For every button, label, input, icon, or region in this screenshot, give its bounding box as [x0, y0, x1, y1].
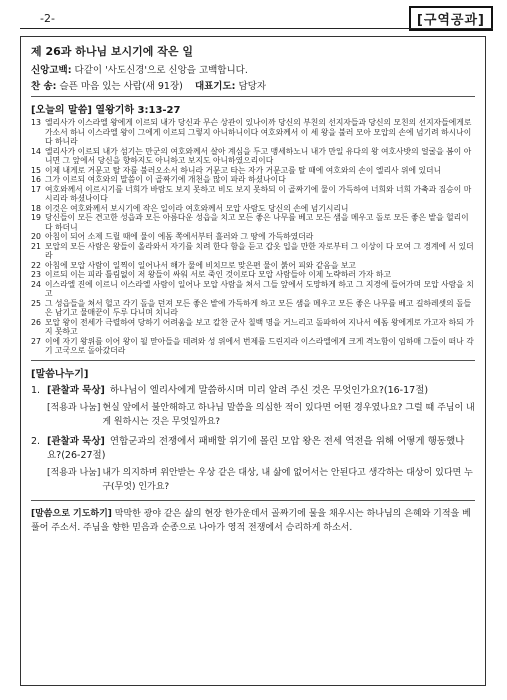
- verse-number: 17: [31, 184, 41, 194]
- verse-number: 21: [31, 241, 41, 251]
- verse-row: [31, 270, 475, 280]
- verse-text: 이르되 이는 피라 틀림없이 저 왕들이 싸워 서로 죽인 것이로다 모압 사람들아 이제 노략하러 가자 하고: [45, 270, 391, 279]
- verse-number: 26: [31, 317, 41, 327]
- closing-prayer-text: 막막한 광야 같은 삶의 현장 한가운데서 골짜기에 물을 채우시는 하나님의 은혜와 기적을 베풀어 주소서. 주님을 향한 믿음과 순종으로 나아가 영적 전쟁에서 승리하게 하소서.: [31, 508, 471, 533]
- application-text: 내가 의지하며 위안받는 우상 같은 대상, 내 삶에 없어서는 안된다고 생각하는 대상이 있다면 누구(무엇) 인가요?: [102, 467, 473, 492]
- question-text: 연합군과의 전쟁에서 패배할 위기에 몰린 모압 왕은 전세 역전을 위해 어떻게 행동했나요?(26-27절): [47, 435, 465, 461]
- verse-row: [31, 318, 475, 337]
- section-label: [구역공과]: [409, 6, 493, 31]
- verse-list: [31, 118, 475, 356]
- question: [31, 384, 475, 398]
- verse-number: 16: [31, 175, 41, 184]
- scripture-heading: [오늘의 말씀] 열왕기하 3:13-27: [31, 105, 181, 116]
- verse-row: [31, 175, 475, 185]
- question-tag: [관찰과 묵상]: [47, 384, 105, 396]
- question-number: 1.: [31, 384, 41, 396]
- hymn-line: [31, 78, 475, 92]
- creed-line: [31, 62, 475, 76]
- verse-number: 14: [31, 146, 41, 156]
- application-tag: [적용과 나눔]: [47, 467, 101, 478]
- closing-prayer: [31, 507, 475, 535]
- verse-text: 엘리사가 이스라엘 왕에게 이르되 내가 당신과 무슨 상관이 있나이까 당신의 부친의 선지자들과 당신의 모친의 선지자들에게로 가소서 하니 이스라엘 왕이 그에게 이르되 그렇지 아니하니이다 여호와께서 이 세 왕을 불러 모아 모압의 손에 넘기려 하시나이다 하니라: [45, 118, 472, 146]
- application: [47, 466, 475, 494]
- discussion-item: [31, 435, 475, 494]
- verse-text: 이에 자기 왕위를 이어 왕이 될 맏아들을 데려와 성 위에서 번제를 드린지라 이스라엘에게 크게 격노함이 임하매 그들이 떠나 각기 고국으로 돌아갔더라: [45, 336, 474, 355]
- verse-text: 이스라엘 진에 이르니 이스라엘 사람이 일어나 모압 사람을 쳐서 그들 앞에서 도망하게 하고 그 지경에 들어가며 모압 사람을 치고: [45, 279, 474, 298]
- verse-number: 19: [31, 213, 41, 222]
- discussion-heading: [말씀나누기]: [31, 368, 89, 380]
- question-tag: [관찰과 묵상]: [47, 435, 105, 447]
- verse-text: 아침에 모압 사람이 일찍이 일어나서 해가 물에 비치므로 맞은편 물이 붉어 피와 같음을 보고: [45, 260, 356, 270]
- verse-row: [31, 213, 475, 232]
- verse-row: [31, 280, 475, 299]
- verse-number: 27: [31, 336, 41, 346]
- section-divider: [31, 500, 475, 501]
- verse-row: [31, 185, 475, 204]
- discussion-item: [31, 384, 475, 429]
- creed-label: 신앙고백:: [31, 65, 72, 76]
- verse-row: [31, 166, 475, 176]
- verse-text: 엘리사가 이르되 내가 섬기는 만군의 여호와께서 살아 계심을 두고 맹세하노니 내가 만일 유다의 왕 여호사밧의 얼굴을 봄이 아니면 그 앞에서 당신을 향하지도 아니하고 보지도 아니하였으리이다: [45, 146, 472, 165]
- verse-text: 모압의 모든 사람은 왕들이 올라와서 자기를 치려 한다 함을 듣고 갑옷 입을 만한 자로부터 그 이상이 다 모여 그 경계에 서 있더라: [45, 241, 474, 260]
- verse-number: 15: [31, 165, 41, 175]
- prayer-leader-text: 담당자: [238, 81, 267, 92]
- question-number: 2.: [31, 435, 41, 447]
- verse-row: [31, 204, 475, 214]
- verse-text: 모압 왕이 전세가 극렬하여 당하기 어려움을 보고 칼찬 군사 칠백 명을 거느리고 돌파하여 지나서 에돔 왕에게로 가고자 하되 가지 못하고: [45, 317, 474, 336]
- application-tag: [적용과 나눔]: [47, 402, 101, 413]
- prayer-leader-label: 대표기도:: [194, 81, 236, 92]
- question: [31, 435, 475, 463]
- verse-number: 22: [31, 260, 41, 270]
- verse-number: 24: [31, 279, 41, 289]
- verse-text: 아침이 되어 소제 드릴 때에 물이 에돔 쪽에서부터 흘러와 그 땅에 가득하였더라: [45, 232, 314, 241]
- creed-text: 다같이 '사도신경'으로 신앙을 고백합니다.: [74, 65, 248, 76]
- hymn-label: 찬 송:: [31, 81, 57, 92]
- verse-row: [31, 232, 475, 242]
- verse-row: [31, 118, 475, 147]
- application-text: 현실 앞에서 불안해하고 하나님 말씀을 의심한 적이 있다면 어떤 경우였나요? 그럴 때 주님이 내게 원하시는 것은 무엇일까요?: [102, 402, 475, 427]
- header-divider: [20, 28, 493, 29]
- section-divider: [31, 96, 475, 97]
- verse-text: 그가 이르되 여호와의 말씀이 이 골짜기에 개천을 많이 파라 하셨나이다: [45, 175, 286, 184]
- verse-text: 여호와께서 이르시기를 너희가 바람도 보지 못하고 비도 보지 못하되 이 골짜기에 물이 가득하여 너희와 너희 가축과 짐승이 마시리라 하셨나이다: [45, 184, 472, 203]
- section-divider: [31, 360, 475, 361]
- verse-number: 25: [31, 298, 41, 308]
- page-number: -2-: [40, 12, 55, 25]
- verse-row: [31, 261, 475, 271]
- lesson-frame: [20, 36, 486, 686]
- verse-row: [31, 337, 475, 356]
- closing-prayer-label: [말씀으로 기도하기]: [31, 508, 112, 519]
- verse-text: 그 성읍들을 쳐서 헐고 각기 돌을 던져 모든 좋은 밭에 가득하게 하고 모든 샘을 메우고 모든 좋은 나무를 베고 길하레셋의 돌들은 남기고 물매꾼이 두루 다니며 치니라: [45, 298, 472, 317]
- verse-text: 이제 내게로 거문고 탈 자를 불러오소서 하니라 거문고 타는 자가 거문고를 탈 때에 여호와의 손이 엘리사 위에 있더니: [45, 165, 442, 175]
- verse-row: [31, 147, 475, 166]
- application: [47, 401, 475, 429]
- verse-number: 20: [31, 232, 41, 241]
- verse-number: 13: [31, 118, 41, 127]
- verse-text: 당신들이 모든 견고한 성읍과 모든 아름다운 성읍을 치고 모든 좋은 나무를 베고 모든 샘을 메우고 돌로 모든 좋은 밭을 헐리이다 하더니: [45, 213, 469, 232]
- verse-row: [31, 299, 475, 318]
- verse-number: 18: [31, 203, 41, 213]
- verse-row: [31, 242, 475, 261]
- verse-text: 이것은 여호와께서 보시기에 작은 일이라 여호와께서 모압 사람도 당신의 손에 넘기시리니: [45, 203, 349, 213]
- hymn-text: 슬픈 마음 있는 사람(새 91장): [59, 81, 183, 92]
- verse-number: 23: [31, 270, 41, 279]
- question-text: 하나님이 엘리사에게 말씀하시며 미리 알려 주신 것은 무엇인가요?(16-17절): [109, 384, 429, 396]
- lesson-title: 제 26과 하나님 보시기에 작은 일: [31, 45, 193, 58]
